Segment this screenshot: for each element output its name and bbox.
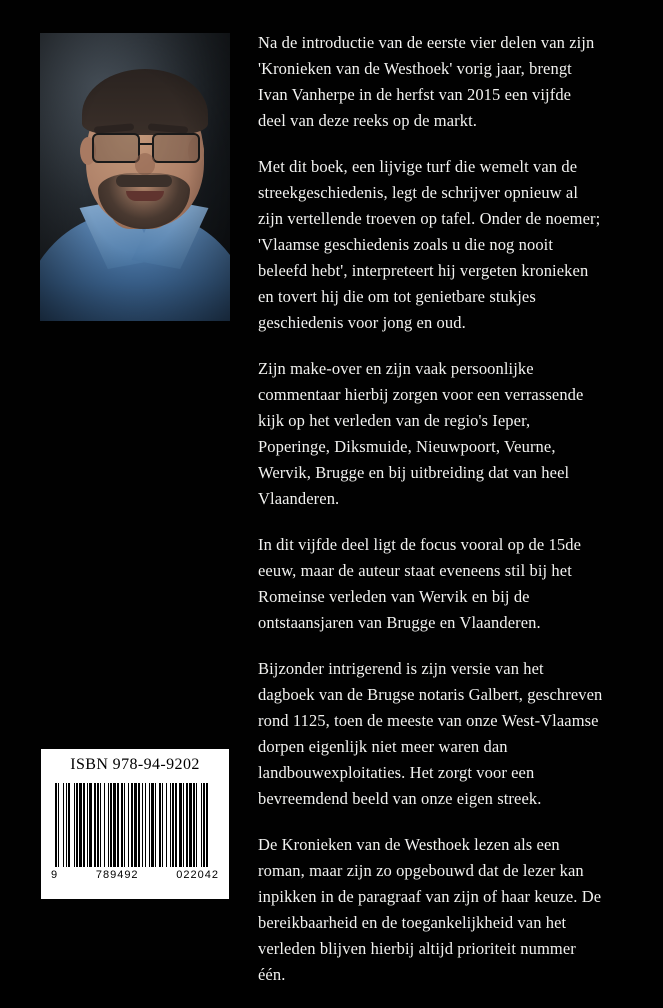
barcode-bars [55, 783, 215, 867]
barcode-digit-left: 9 [51, 869, 59, 881]
photo-vignette [40, 33, 230, 321]
blurb-paragraph: In dit vijfde deel ligt de focus vooral op de 15de eeuw, maar de auteur staat eveneens stil bij het Romeinse verleden van Wervik en bij de ontstaansjaren van Brugge en Vlaanderen. [258, 535, 581, 632]
barcode-digit-right: 022042 [176, 869, 219, 881]
blurb-paragraph: De Kronieken van de Westhoek lezen als een roman, maar zijn zo opgebouwd dat de lezer kan inpikken in de paragraaf van zijn of haar keuze. De bereikbaarheid en de toegankelijkheid van het verleden blijven hierbij altijd prioriteit nummer één. [258, 835, 602, 984]
barcode-digits [41, 869, 229, 881]
blurb-paragraph: Bijzonder intrigerend is zijn versie van het dagboek van de Brugse notaris Galbert, geschreven rond 1125, toen de meeste van onze West-Vlaamse dorpen eigenlijk niet meer waren dan landbouwexploitaties. Het zorgt voor een bevreemdend beeld van onze eigen streek. [258, 659, 603, 808]
isbn-barcode-block [41, 749, 229, 899]
barcode-bar [208, 783, 211, 867]
blurb-paragraph: Na de introductie van de eerste vier delen van zijn 'Kronieken van de Westhoek' vorig jaar, brengt Ivan Vanherpe in de herfst van 2015 een vijfde deel van deze reeks op de markt. [258, 33, 595, 130]
barcode-digit-middle: 789492 [95, 869, 139, 881]
isbn-label: ISBN 978-94-9202 [70, 756, 200, 773]
blurb-paragraph: Zijn make-over en zijn vaak persoonlijke commentaar hierbij zorgen voor een verrassende kijk op het verleden van de regio's Ieper, Poperinge, Diksmuide, Nieuwpoort, Veurne, Wervik, Brugge en bij uitbreiding dat van heel Vlaanderen. [258, 359, 584, 508]
author-portrait-photo [40, 33, 230, 321]
back-cover-blurb [258, 30, 603, 1008]
blurb-paragraph: Met dit boek, een lijvige turf die wemelt van de streekgeschiedenis, legt de schrijver opnieuw al zijn vertellende troeven op tafel. Onder de noemer; 'Vlaamse geschiedenis zoals u die nog nooit beleefd hebt', interpreteert hij vergeten kronieken en tovert hij die om tot genietbare stukjes geschiedenis voor jong en oud. [258, 157, 601, 332]
